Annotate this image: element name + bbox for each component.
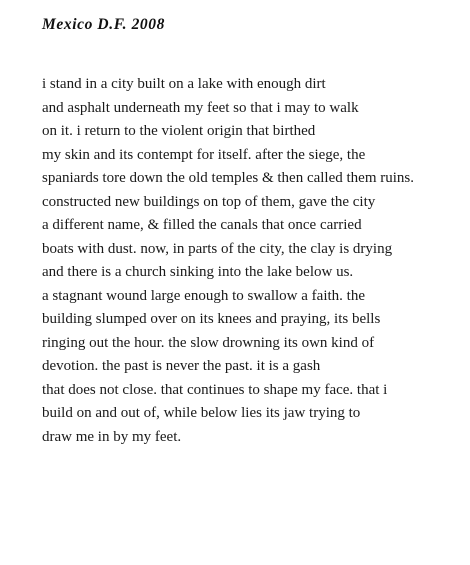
poem-line: my skin and its contempt for itself. after the siege, the xyxy=(42,146,366,163)
poem-line: devotion. the past is never the past. it is a gash xyxy=(42,358,321,374)
poem-line: build on and out of, while below lies its jaw trying to xyxy=(42,405,361,421)
poem-line: building slumped over on its knees and praying, its bells xyxy=(42,311,381,327)
poem-line: draw me in by my feet. xyxy=(42,428,182,445)
poem-line: i stand in a city built on a lake with enough dirt xyxy=(42,76,326,92)
poem-line: ringing out the hour. the slow drowning its own kind of xyxy=(42,334,375,351)
poem-line: on it. i return to the violent origin that birthed xyxy=(42,123,316,139)
poem-line: and there is a church sinking into the lake below us. xyxy=(42,264,354,280)
poem-title: Mexico D.F. 2008 xyxy=(42,16,165,33)
poem-line: and asphalt underneath my feet so that i may to walk xyxy=(42,99,359,116)
poem-line: that does not close. that continues to shape my face. that i xyxy=(42,381,388,398)
poem-line: spaniards tore down the old temples & then called them ruins. xyxy=(42,170,414,186)
poem-line: constructed new buildings on top of them, gave the city xyxy=(42,193,376,210)
poem-body xyxy=(42,73,414,449)
poem-line: a different name, & filled the canals that once carried xyxy=(42,217,362,233)
poem-line: boats with dust. now, in parts of the city, the clay is drying xyxy=(42,240,393,257)
poem-line: a stagnant wound large enough to swallow a faith. the xyxy=(42,287,365,304)
